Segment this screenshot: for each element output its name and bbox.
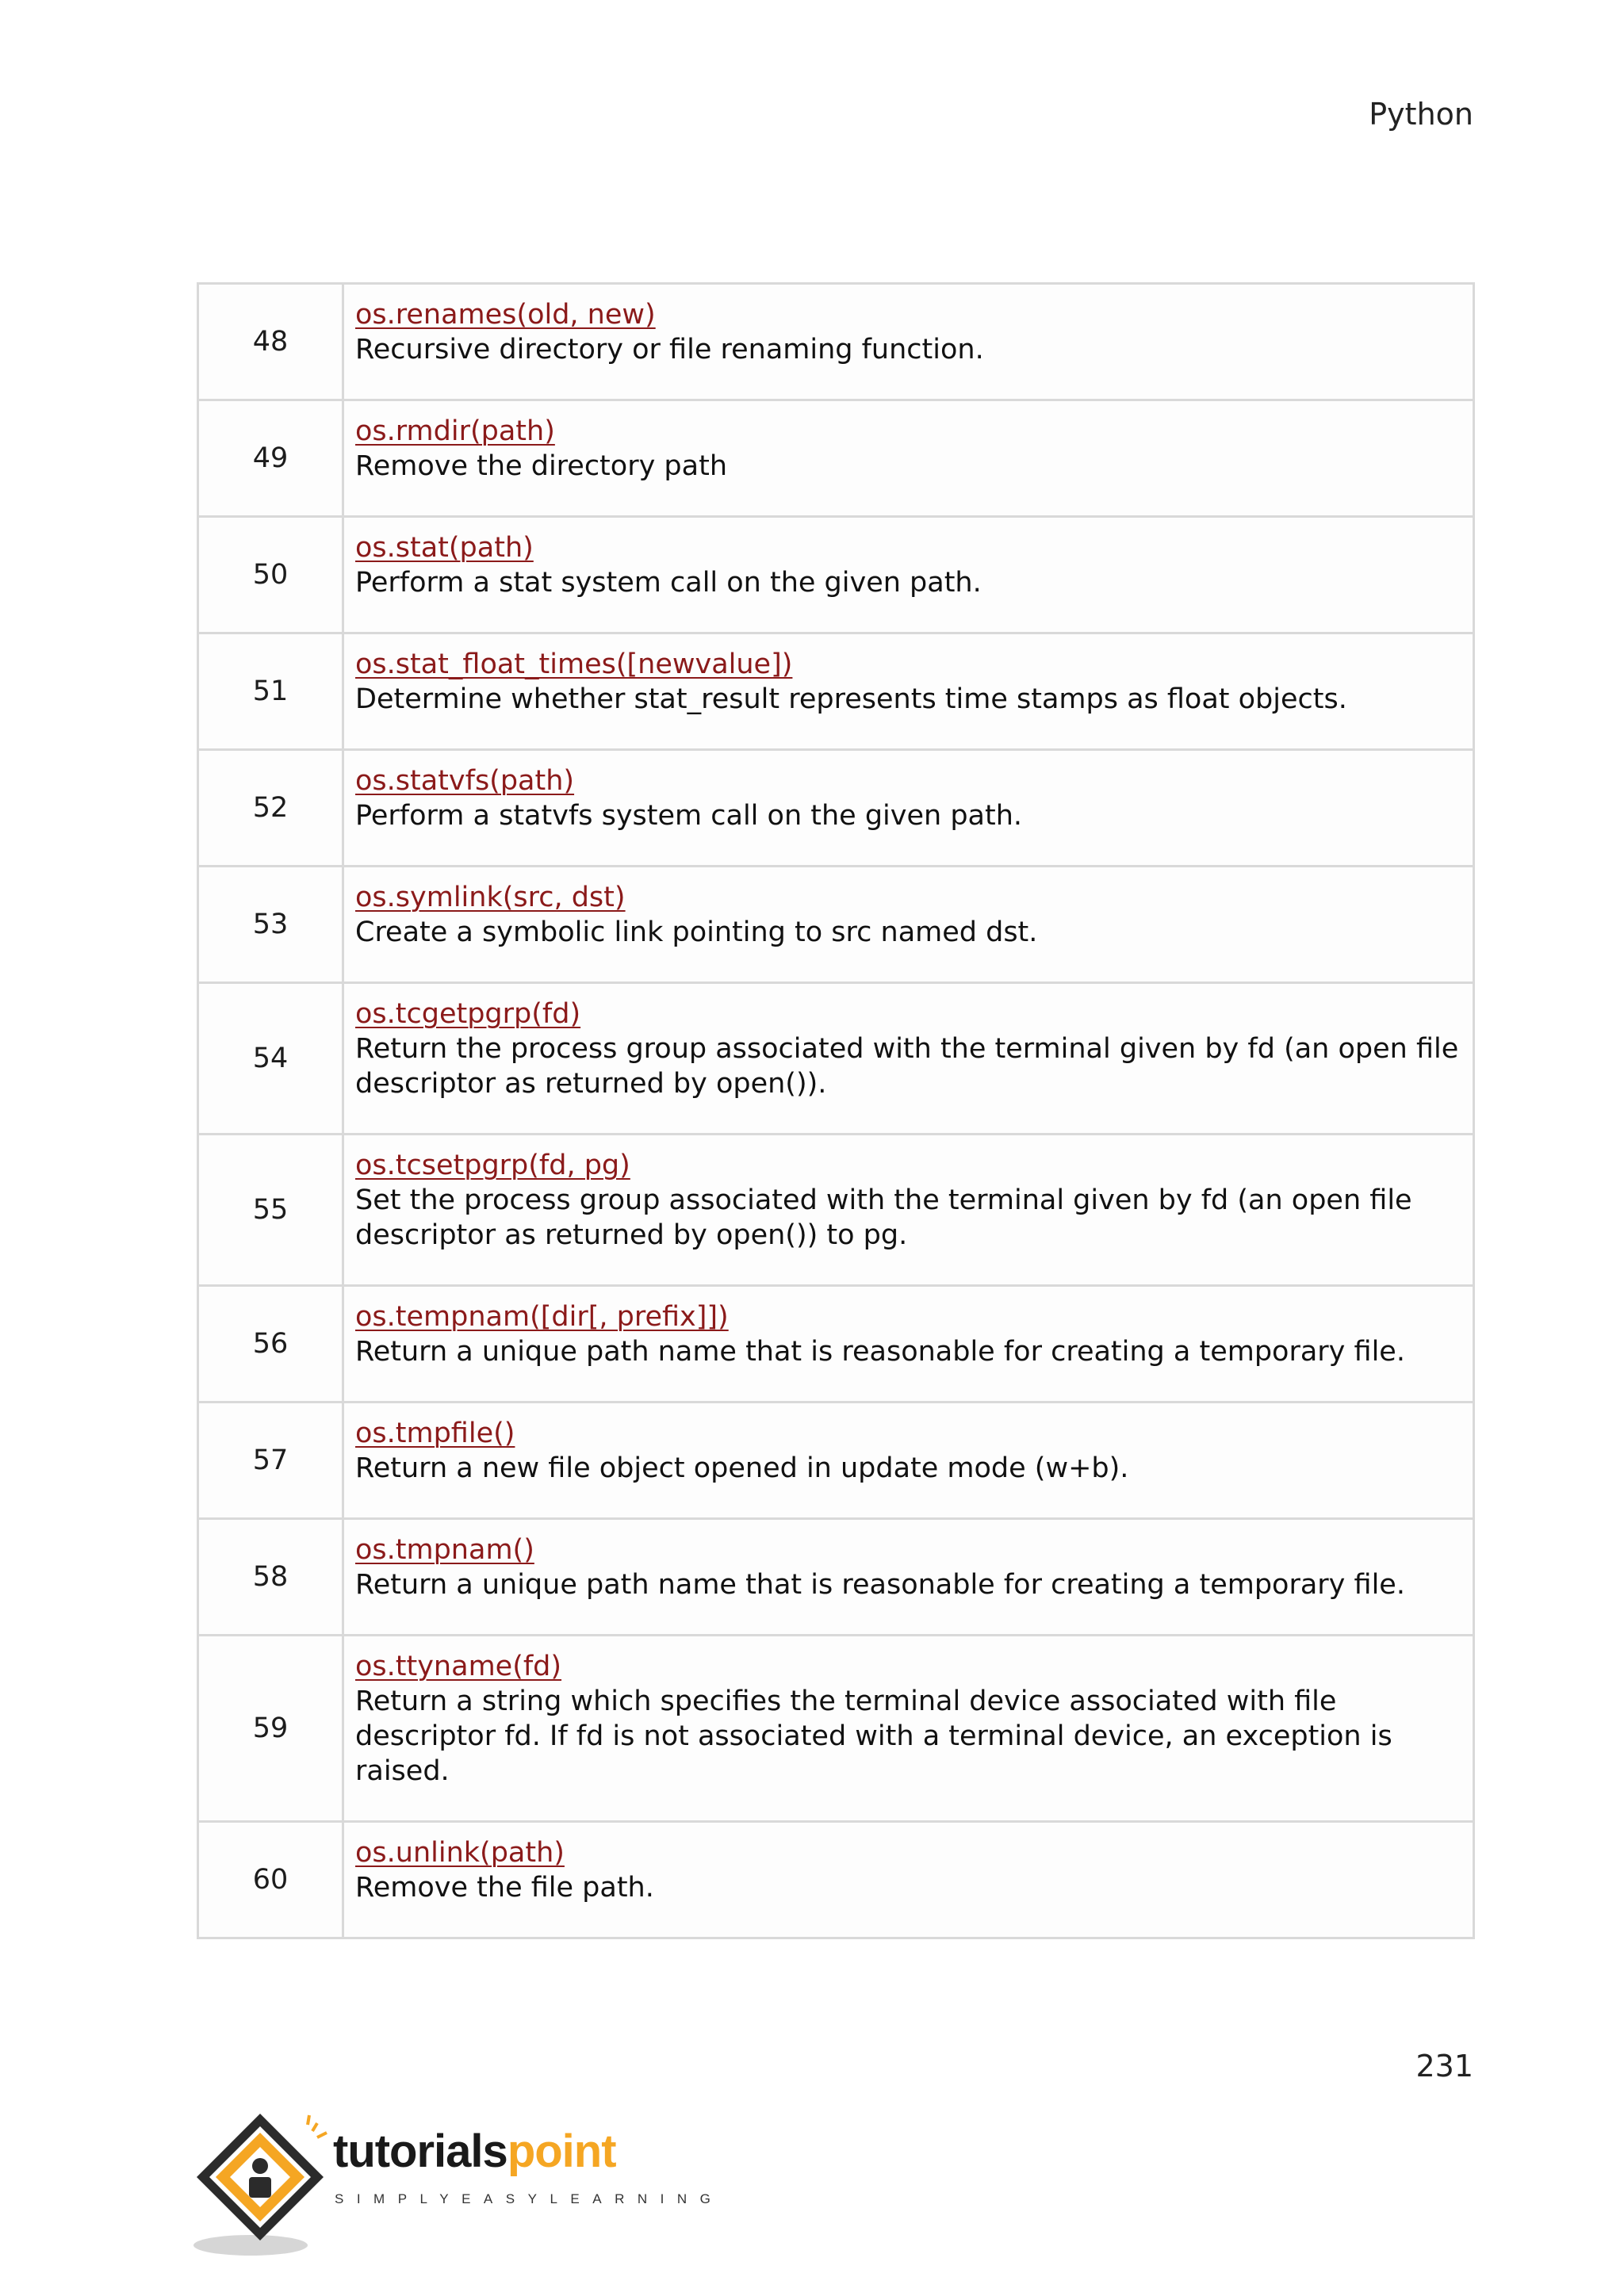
row-content <box>343 1822 1474 1938</box>
page-header-title: Python <box>1369 97 1473 132</box>
table-row <box>198 284 1474 400</box>
function-link[interactable]: os.statvfs(path) <box>355 765 575 797</box>
function-link[interactable]: os.tcsetpgrp(fd, pg) <box>355 1150 630 1181</box>
function-description: Remove the directory path <box>355 450 727 482</box>
row-number: 55 <box>198 1135 343 1286</box>
function-link[interactable]: os.stat(path) <box>355 532 534 564</box>
row-number: 48 <box>198 284 343 400</box>
function-description: Perform a statvfs system call on the given path. <box>355 800 1023 832</box>
function-table-body <box>198 284 1474 1938</box>
function-description: Return a string which specifies the terminal device associated with file descriptor fd. If fd is not associated with a terminal device, an exception is raised. <box>355 1686 1392 1787</box>
function-link[interactable]: os.tcgetpgrp(fd) <box>355 998 581 1030</box>
table-row <box>198 750 1474 867</box>
logo-wordmark <box>333 2125 616 2178</box>
row-number: 52 <box>198 750 343 867</box>
function-link[interactable]: os.stat_float_times([newvalue]) <box>355 649 793 680</box>
table-row <box>198 1822 1474 1938</box>
table-row <box>198 1636 1474 1822</box>
function-description: Recursive directory or file renaming function. <box>355 334 984 365</box>
function-link[interactable]: os.symlink(src, dst) <box>355 882 626 913</box>
table-row <box>198 517 1474 633</box>
table-row <box>198 983 1474 1135</box>
function-description: Create a symbolic link pointing to src named dst. <box>355 916 1038 948</box>
row-number: 50 <box>198 517 343 633</box>
table-row <box>198 1286 1474 1402</box>
row-number: 51 <box>198 633 343 750</box>
function-link[interactable]: os.tmpfile() <box>355 1418 515 1449</box>
row-content <box>343 1402 1474 1519</box>
row-content <box>343 750 1474 867</box>
table-row <box>198 633 1474 750</box>
function-description: Return a unique path name that is reasonable for creating a temporary file. <box>355 1336 1405 1368</box>
row-number: 60 <box>198 1822 343 1938</box>
function-link[interactable]: os.unlink(path) <box>355 1837 565 1869</box>
row-number: 59 <box>198 1636 343 1822</box>
function-link[interactable]: os.renames(old, new) <box>355 299 656 331</box>
function-description: Return a unique path name that is reasonable for creating a temporary file. <box>355 1569 1405 1601</box>
function-description: Return a new file object opened in update mode (w+b). <box>355 1452 1129 1484</box>
function-link[interactable]: os.tmpnam() <box>355 1534 534 1566</box>
tutorialspoint-logo <box>193 2109 724 2260</box>
row-number: 57 <box>198 1402 343 1519</box>
function-link[interactable]: os.rmdir(path) <box>355 415 555 447</box>
function-description: Remove the file path. <box>355 1872 654 1904</box>
logo-word-point: point <box>507 2126 616 2177</box>
row-content <box>343 517 1474 633</box>
table-row <box>198 1519 1474 1636</box>
row-content <box>343 633 1474 750</box>
function-link[interactable]: os.ttyname(fd) <box>355 1651 562 1682</box>
row-number: 49 <box>198 400 343 517</box>
function-link[interactable]: os.tempnam([dir[, prefix]]) <box>355 1301 729 1333</box>
function-description: Determine whether stat_result represents time stamps as float objects. <box>355 683 1347 715</box>
logo-word-tutorials: tutorials <box>333 2126 508 2177</box>
row-content <box>343 284 1474 400</box>
row-content <box>343 1135 1474 1286</box>
logo-diamond-icon <box>193 2109 336 2260</box>
row-content <box>343 983 1474 1135</box>
function-description: Set the process group associated with the terminal given by fd (an open file descriptor as returned by open()) to pg. <box>355 1184 1412 1251</box>
logo-tagline: SIMPLYEASYLEARNING <box>335 2191 724 2206</box>
table-row <box>198 1402 1474 1519</box>
function-description: Return the process group associated with the terminal given by fd (an open file descriptor as returned by open()). <box>355 1033 1459 1100</box>
function-description: Perform a stat system call on the given path. <box>355 567 982 599</box>
row-content <box>343 867 1474 983</box>
row-content <box>343 1286 1474 1402</box>
row-number: 58 <box>198 1519 343 1636</box>
page-number: 231 <box>1415 2049 1473 2084</box>
table-row <box>198 400 1474 517</box>
row-number: 53 <box>198 867 343 983</box>
row-number: 54 <box>198 983 343 1135</box>
row-content <box>343 1636 1474 1822</box>
function-table <box>197 282 1475 1939</box>
row-content <box>343 1519 1474 1636</box>
table-row <box>198 1135 1474 1286</box>
table-row <box>198 867 1474 983</box>
row-number: 56 <box>198 1286 343 1402</box>
row-content <box>343 400 1474 517</box>
